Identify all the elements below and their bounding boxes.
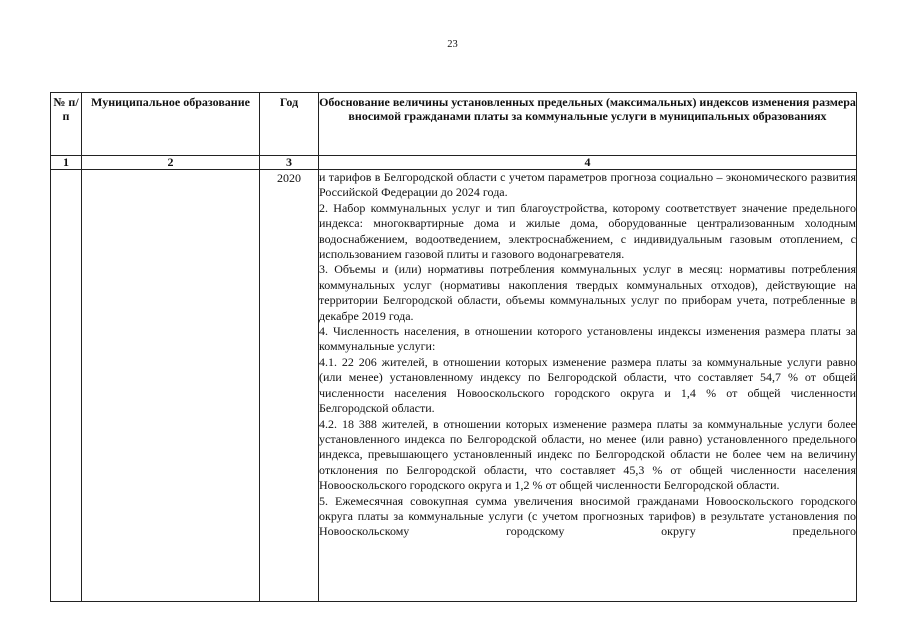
municipality-cell: [82, 170, 260, 602]
column-number: 1: [51, 156, 82, 170]
paragraph-consumption-volumes: 3. Объемы и (или) нормативы потребления коммунальных услуг в месяц: нормативы потребления коммунальных услуг (нормативы накопления твердых коммунальных отходов), действующие на территории Белгородской области, объемы коммунальных услуг по приборам учета, потребленные в декабре 2019 года.: [319, 262, 856, 323]
column-number: 2: [82, 156, 260, 170]
paragraph-population-4-2: 4.2. 18 388 жителей, в отношении которых изменение размера платы за коммунальные услуги более установленного индекса по Белгородской области, но менее (или равно) установленного предельного индекса, превышающего установленный индекс по Белгородской области не более чем на величину отклонения по Белгородской области, что составляет 45,3 % от общей численности населения Новооскольского городского округа и 1,2 % от общей численности Белгородской области.: [319, 416, 856, 493]
year-cell: 2020: [260, 170, 319, 602]
justification-cell: [319, 170, 857, 602]
header-year: Год: [260, 93, 319, 156]
paragraph-population-4-1: 4.1. 22 206 жителей, в отношении которых изменение размера платы за коммунальные услуги равно (или менее) установленному индексу по Белгородской области, что составляет 54,7 % от общей численности населения Новооскольского городского округа и 1,4 % от общей численности Белгородской области.: [319, 354, 856, 416]
paragraph-services-set: 2. Набор коммунальных услуг и тип благоустройства, которому соответствует значение предельного индекса: многоквартирные дома и жилые дома, оборудованные централизованным холодным водоснабжением, водоотведением, электроснабжением, с индивидуальным газовым отоплением, с использованием газовой плиты и газового водонагревателя.: [319, 200, 856, 262]
paragraph-tariffs-forecast: и тарифов в Белгородской области с учетом параметров прогноза социально – экономического развития Российской Федерации до 2024 года.: [319, 170, 856, 200]
paragraph-monthly-sum: 5. Ежемесячная совокупная сумма увеличения вносимой гражданами Новооскольского городского округа платы за коммунальные услуги (с учетом прогнозных тарифов) в результате установления по Новооскольскому городскому округу предельного: [319, 493, 856, 539]
column-number: 4: [319, 156, 857, 170]
header-number: № п/п: [51, 93, 82, 156]
paragraph-population-count: 4. Численность населения, в отношении которого установлены индексы изменения размера платы за коммунальные услуги:: [319, 324, 856, 354]
column-number: 3: [260, 156, 319, 170]
header-justification: Обоснование величины установленных предельных (максимальных) индексов изменения размера вносимой гражданами платы за коммунальные услуги в муниципальных образованиях: [319, 93, 857, 156]
header-municipality: Муниципальное образование: [82, 93, 260, 156]
column-number-row: [51, 156, 857, 170]
page-number: 23: [447, 39, 458, 50]
index-justification-table: [50, 92, 857, 602]
row-number-cell: [51, 170, 82, 602]
table-row: [51, 170, 857, 602]
table-header-row: [51, 93, 857, 156]
